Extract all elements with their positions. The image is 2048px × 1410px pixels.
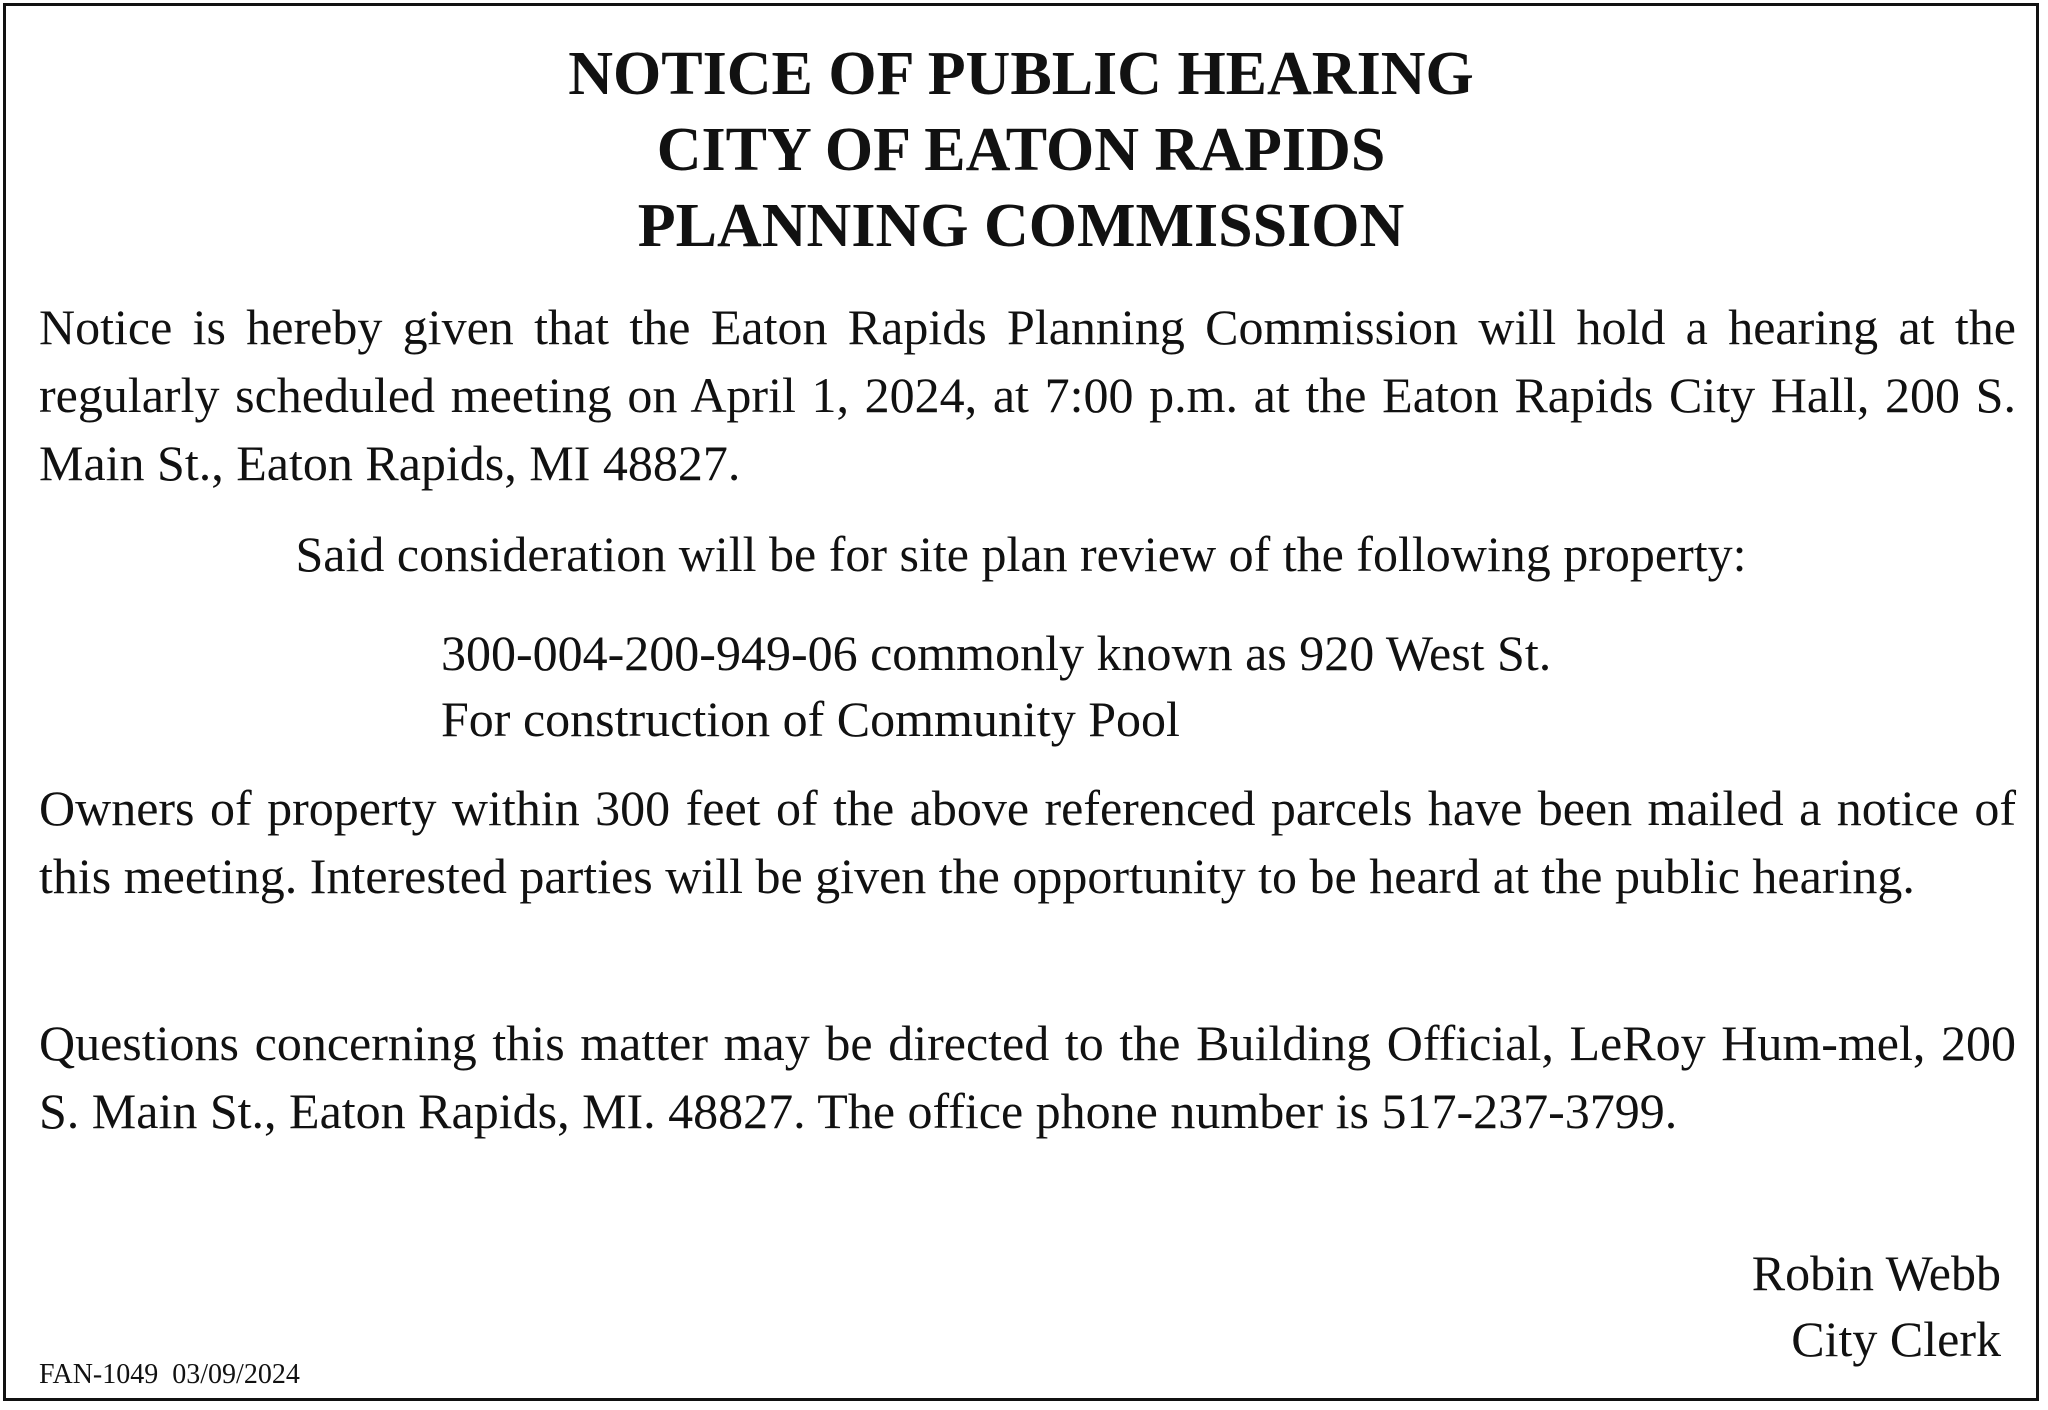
title-line-city: CITY OF EATON RAPIDS bbox=[656, 116, 1386, 184]
public-notice bbox=[3, 3, 2039, 1401]
property-details bbox=[441, 620, 1551, 752]
signer-title: City Clerk bbox=[1791, 1311, 2001, 1367]
consideration-paragraph: Said consideration will be for site plan review of the following property: bbox=[295, 526, 1747, 582]
purpose-line: For construction of Community Pool bbox=[441, 691, 1180, 747]
property-line: 300-004-200-949-06 commonly known as 920 West St. bbox=[441, 625, 1552, 681]
title-line-notice: NOTICE OF PUBLIC HEARING bbox=[568, 40, 1474, 108]
signer-name: Robin Webb bbox=[1751, 1245, 2001, 1301]
questions-paragraph: Questions concerning this matter may be directed to the Building Official, LeRoy Hum-mel, 200 S. Main St., Eaton Rapids, MI. 48827. The office phone number is 517-237-3799. bbox=[39, 1015, 2016, 1139]
title-line-commission: PLANNING COMMISSION bbox=[637, 192, 1405, 260]
signature-block bbox=[1752, 1240, 2001, 1372]
intro-paragraph: Notice is hereby given that the Eaton Rapids Planning Commission will hold a hearing at the regularly scheduled meeting on April 1, 2024, at 7:00 p.m. at the Eaton Rapids City Hall, 200 S. Main St., Eaton Rapids, MI 48827. bbox=[39, 299, 2016, 491]
notice-title bbox=[6, 36, 2036, 264]
owners-paragraph: Owners of property within 300 feet of the above referenced parcels have been mailed a notice of this meeting. Interested parties will be given the opportunity to be heard at the public hearing. bbox=[39, 780, 2016, 904]
publication-code: FAN-1049 03/09/2024 bbox=[39, 1359, 300, 1390]
